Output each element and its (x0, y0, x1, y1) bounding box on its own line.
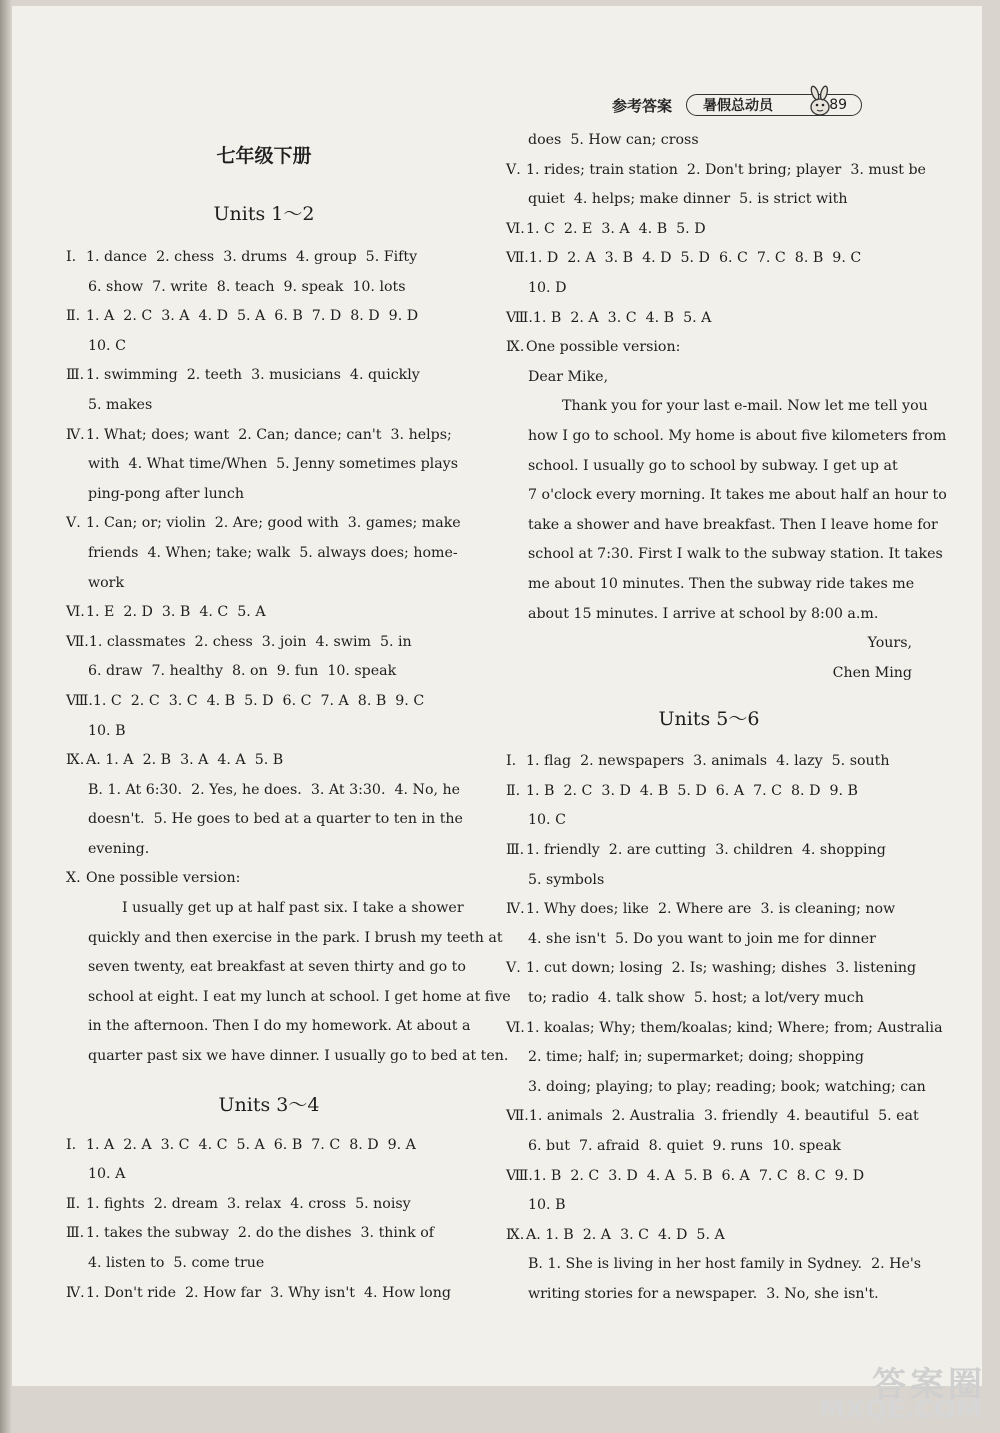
section-numeral: Ⅲ. (66, 367, 85, 384)
answer-text: 10. C (528, 812, 566, 829)
section-numeral: Ⅲ. (66, 1225, 85, 1242)
answer-text: 1. Can; or; violin 2. Are; good with 3. games; make (86, 515, 461, 532)
paragraph-line: me about 10 minutes. Then the subway ride takes me (528, 575, 915, 592)
section-numeral: Ⅴ. (506, 161, 521, 178)
answer-text: One possible version: (86, 870, 241, 887)
answer-text: 1. fights 2. dream 3. relax 4. cross 5. noisy (86, 1195, 411, 1212)
answer-text: with 4. What time/When 5. Jenny sometimes plays (88, 456, 458, 473)
section-numeral: Ⅳ. (506, 901, 525, 918)
paragraph-line: seven twenty, eat breakfast at seven thirty and go to (88, 959, 466, 976)
answer-line (506, 1221, 912, 1251)
answer-line (66, 687, 472, 717)
section-numeral: Ⅳ. (66, 1284, 85, 1301)
answer-text: work (88, 574, 125, 591)
answer-line (506, 1132, 912, 1162)
unit-heading-5-6: Units 5～6 (658, 708, 760, 731)
answer-text: 1. Why does; like 2. Where are 3. is cleaning; now (526, 901, 896, 918)
answer-line (506, 777, 912, 807)
answer-line (66, 1279, 472, 1309)
section-numeral: Ⅱ. (66, 1195, 81, 1212)
right-column (506, 126, 947, 1310)
answer-text: 1. rides; train station 2. Don't bring; player 3. must be (526, 161, 926, 178)
answer-line (506, 1014, 943, 1044)
answer-line (66, 273, 472, 303)
answer-line (506, 244, 912, 274)
section-numeral: Ⅱ. (506, 782, 521, 799)
answer-text: 10. A (88, 1166, 126, 1183)
answer-text: A. 1. B 2. A 3. C 4. D 5. A (526, 1226, 725, 1243)
answer-text: doesn't. 5. He goes to bed at a quarter to ten in the (88, 811, 463, 828)
answer-text: 1. Don't ride 2. How far 3. Why isn't 4. How long (86, 1284, 451, 1301)
units-5-6-answers (506, 747, 943, 1309)
answer-line (506, 866, 912, 896)
series-name: 暑假总动员 (703, 98, 774, 114)
answer-line (66, 657, 472, 687)
answer-text: 1. koalas; Why; them/koalas; kind; Where; from; Australia (526, 1019, 943, 1036)
paragraph-line: 7 o'clock every morning. It takes me about half an hour to (528, 487, 947, 504)
letter-salutation: Dear Mike, (528, 368, 609, 385)
answer-text: quiet 4. helps; make dinner 5. is strict with (528, 191, 848, 208)
answer-text: 1. D 2. A 3. B 4. D 5. D 6. C 7. C 8. B 9. C (528, 250, 862, 267)
answer-line (66, 243, 472, 273)
answer-line (506, 954, 917, 984)
answer-line (506, 1162, 912, 1192)
answer-line (66, 1219, 472, 1249)
answer-text: 10. B (88, 722, 126, 739)
answer-line (506, 1250, 922, 1280)
answer-line (506, 185, 912, 215)
section-numeral: Ⅵ. (506, 220, 525, 237)
page-header (612, 92, 862, 118)
answer-text: 10. D (528, 279, 567, 296)
answer-line (66, 450, 472, 480)
answer-line (506, 925, 912, 955)
answer-line (66, 421, 472, 451)
answer-line (506, 1073, 926, 1103)
answer-line (66, 776, 472, 806)
answer-line (506, 304, 912, 334)
answer-line (66, 1249, 472, 1279)
answer-line (506, 126, 912, 156)
section-numeral: Ⅵ. (66, 604, 85, 621)
section-numeral: Ⅶ. (66, 633, 89, 650)
answer-text: One possible version: (526, 339, 681, 356)
paragraph-line: in the afternoon. Then I do my homework. At about a (88, 1018, 471, 1035)
answer-line (66, 717, 472, 747)
letter-closing: Yours, (867, 635, 912, 652)
section-numeral: Ⅴ. (506, 960, 521, 977)
answer-text: 1. B 2. C 3. D 4. A 5. B 6. A 7. C 8. C 9. D (532, 1167, 865, 1184)
answer-text: 1. swimming 2. teeth 3. musicians 4. quickly (86, 367, 420, 384)
answer-text: 1. A 2. C 3. A 4. D 5. A 6. B 7. D 8. D 9. D (86, 308, 419, 325)
paragraph-line: take a shower and have breakfast. Then I leave home for (528, 516, 938, 533)
answer-text: B. 1. She is living in her host family in Sydney. 2. He's (528, 1256, 922, 1273)
section-numeral: Ⅵ. (506, 1019, 525, 1036)
answer-text: A. 1. A 2. B 3. A 4. A 5. B (86, 752, 284, 769)
paragraph-line: I usually get up at half past six. I take a shower (122, 900, 464, 917)
answer-text: 1. classmates 2. chess 3. join 4. swim 5. in (88, 633, 412, 650)
page-number: 89 (829, 97, 848, 113)
section-numeral: Ⅳ. (66, 426, 85, 443)
answer-line (506, 1102, 919, 1132)
answer-line (66, 1160, 472, 1190)
answer-text: B. 1. At 6:30. 2. Yes, he does. 3. At 3:30. 4. No, he (88, 781, 461, 798)
answer-line (66, 569, 472, 599)
answer-text: 1. B 2. A 3. C 4. B 5. A (532, 309, 712, 326)
section-numeral: Ⅷ. (66, 692, 93, 709)
section-numeral: Ⅸ. (506, 1226, 525, 1243)
answer-line (66, 480, 472, 510)
answer-line (506, 333, 912, 363)
answer-line (66, 864, 472, 894)
units-1-2-essay (66, 894, 511, 1072)
units-3-4-answers (66, 1131, 472, 1309)
paragraph-line: school at 7:30. First I walk to the subway station. It takes (528, 546, 943, 563)
answer-text: 6. show 7. write 8. teach 9. speak 10. lots (88, 278, 406, 295)
section-numeral: Ⅷ. (506, 1167, 533, 1184)
section-numeral: Ⅲ. (506, 842, 525, 859)
grade-title: 七年级下册 (216, 145, 312, 167)
letter-signature: Chen Ming (832, 664, 912, 681)
answer-line (506, 806, 912, 836)
answer-text: 10. B (528, 1197, 566, 1214)
answer-line (506, 895, 912, 925)
answer-text: 1. A 2. A 3. C 4. C 5. A 6. B 7. C 8. D 9. A (86, 1136, 416, 1153)
section-numeral: Ⅴ. (66, 515, 81, 532)
answer-text: 1. B 2. C 3. D 4. B 5. D 6. A 7. C 8. D 9. B (526, 782, 858, 799)
answer-line (66, 805, 472, 835)
site-watermark (806, 1357, 986, 1429)
answer-line (66, 835, 472, 865)
answer-text: 3. doing; playing; to play; reading; book; watching; can (528, 1078, 926, 1095)
series-badge (686, 94, 862, 116)
answer-text: does 5. How can; cross (528, 132, 699, 148)
answer-text: writing stories for a newspaper. 3. No, she isn't. (528, 1285, 879, 1302)
answer-text: 10. C (88, 337, 126, 354)
section-numeral: Ⅷ. (506, 309, 533, 326)
section-numeral: Ⅶ. (506, 1108, 529, 1125)
section-numeral: Ⅰ. (66, 249, 77, 265)
section-numeral: Ⅹ. (66, 870, 81, 887)
unit-heading-1-2: Units 1～2 (213, 203, 315, 225)
answer-text: 4. listen to 5. come true (88, 1255, 265, 1271)
answer-text: evening. (88, 840, 150, 857)
reference-answers-label: 参考答案 (612, 96, 673, 115)
answer-line (66, 1131, 472, 1161)
answer-text: 1. E 2. D 3. B 4. C 5. A (86, 604, 266, 621)
answer-line (66, 302, 472, 332)
answer-line (66, 598, 472, 628)
watermark-site: MXQE.COM (819, 1395, 982, 1425)
left-column (66, 145, 511, 1308)
section-numeral: Ⅰ. (66, 1136, 77, 1153)
answer-line (66, 746, 472, 776)
section-numeral: Ⅶ. (506, 250, 529, 267)
paragraph-line: about 15 minutes. I arrive at school by 8:00 a.m. (528, 605, 879, 622)
section-numeral: Ⅱ. (66, 308, 81, 325)
answer-line (66, 509, 472, 539)
answer-text: 1. animals 2. Australia 3. friendly 4. beautiful 5. eat (528, 1108, 919, 1125)
answer-line (506, 274, 912, 304)
answer-text: 6. but 7. afraid 8. quiet 9. runs 10. speak (528, 1138, 841, 1154)
letter-body (506, 392, 947, 629)
answer-text: 1. What; does; want 2. Can; dance; can't 3. helps; (86, 426, 452, 443)
answer-text: 5. makes (88, 396, 153, 413)
answer-text: ping-pong after lunch (88, 485, 244, 502)
answer-text: to; radio 4. talk show 5. host; a lot/very much (528, 990, 864, 1007)
answer-line (506, 836, 912, 866)
answer-text: 5. symbols (528, 871, 605, 888)
section-numeral: Ⅰ. (506, 753, 517, 770)
units-1-2-answers (66, 243, 472, 894)
watermark-logo: 答案圈 (872, 1365, 986, 1405)
section-numeral: Ⅸ. (506, 339, 525, 356)
answer-text: 4. she isn't 5. Do you want to join me for dinner (528, 930, 876, 947)
answer-line (506, 1191, 912, 1221)
units-3-4-answers-continued (506, 126, 926, 363)
answer-line (66, 361, 472, 391)
answer-text: 1. C 2. C 3. C 4. B 5. D 6. C 7. A 8. B 9. C (92, 692, 425, 709)
answer-line (66, 1190, 472, 1220)
answer-line (506, 215, 912, 245)
unit-heading-3-4: Units 3～4 (218, 1093, 320, 1116)
page-edge-shadow (0, 0, 12, 1433)
paragraph-line: how I go to school. My home is about five kilometers from (528, 427, 947, 444)
answer-text: 6. draw 7. healthy 8. on 9. fun 10. speak (88, 663, 397, 680)
answer-line (506, 156, 926, 186)
answer-line (506, 1043, 912, 1073)
answer-line (66, 391, 472, 421)
answer-text: 1. friendly 2. are cutting 3. children 4. shopping (526, 842, 886, 859)
answer-line (506, 984, 912, 1014)
answer-line (66, 332, 472, 362)
paragraph-line: quickly and then exercise in the park. I brush my teeth at (88, 929, 503, 946)
answer-text: 1. takes the subway 2. do the dishes 3. think of (86, 1225, 434, 1242)
answer-line (506, 747, 912, 777)
answer-text: 1. C 2. E 3. A 4. B 5. D (526, 220, 706, 237)
answer-line (506, 1280, 912, 1310)
paragraph-line: school at eight. I eat my lunch at school. I get home at five (88, 988, 511, 1005)
answer-text: 2. time; half; in; supermarket; doing; shopping (528, 1049, 864, 1066)
paragraph-line: school. I usually go to school by subway. I get up at (528, 457, 898, 474)
answer-text: friends 4. When; take; walk 5. always does; home- (88, 544, 458, 561)
answer-line (66, 628, 472, 658)
section-numeral: Ⅸ. (66, 752, 85, 769)
paragraph-line: Thank you for your last e-mail. Now let me tell you (562, 398, 928, 415)
answer-text: 1. cut down; losing 2. Is; washing; dishes 3. listening (526, 960, 917, 977)
answer-line (66, 539, 472, 569)
answer-text: 1. dance 2. chess 3. drums 4. group 5. Fifty (86, 249, 418, 265)
paragraph-line: quarter past six we have dinner. I usually go to bed at ten. (88, 1048, 509, 1065)
answer-text: 1. flag 2. newspapers 3. animals 4. lazy 5. south (526, 753, 890, 770)
